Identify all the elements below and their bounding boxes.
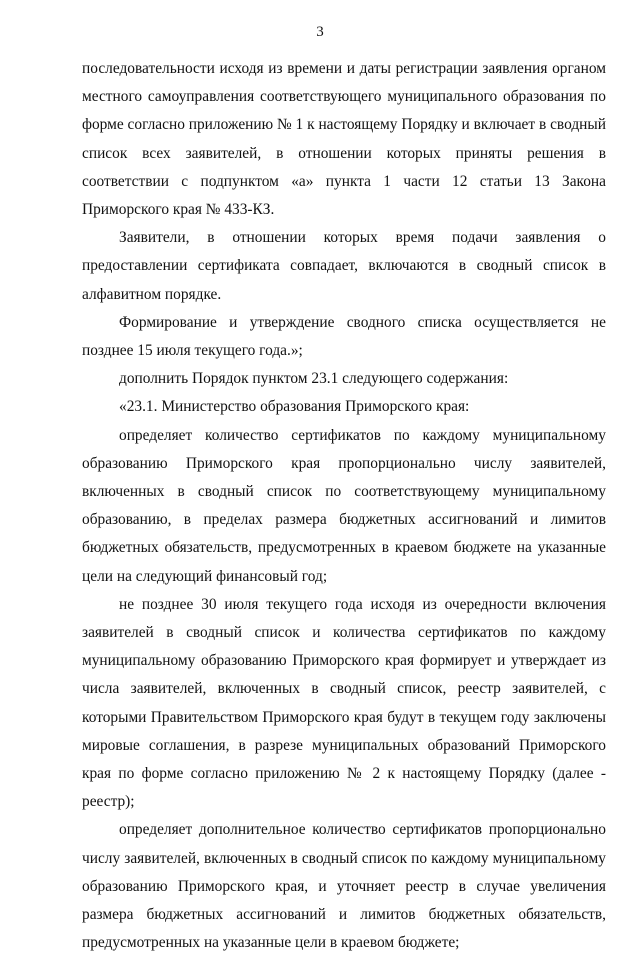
paragraph-list-deadline: Формирование и утверждение сводного списка осуществляется не позднее 15 июля текущего года.»; (82, 313, 606, 360)
paragraph-same-time-applicants: Заявители, в отношении которых время подачи заявления о предоставлении сертификата совпадает, включаются в сводный список в алфавитном порядке. (82, 229, 606, 303)
paragraph-continuation: последовательности исходя из времени и даты регистрации заявления органом местного самоуправления соответствующего муниципального образования по форме согласно приложению № 1 к настоящему Порядку и включает в сводный список всех заявителей, в отношении которых приняты решения в соответствии с подпунктом «а» пункта 1 части 12 статьи 13 Закона Приморского края № 433-КЗ. (82, 60, 606, 219)
page-number: 3 (316, 24, 324, 40)
paragraph-clause-23-1: «23.1. Министерство образования Приморского края: (119, 398, 470, 416)
paragraph-additional-certificates: определяет дополнительное количество сертификатов пропорционально числу заявителей, включенных в сводный список по каждому муниципальному образованию Приморского края, и уточняет реестр в случае увеличения размера бюджетных ассигнований и лимитов бюджетных обязательств, предусмотренных на указанные цели в краевом бюджете; (82, 821, 606, 952)
paragraph-amendment-intro: дополнить Порядок пунктом 23.1 следующего содержания: (119, 370, 509, 388)
paragraph-registry-formation: не позднее 30 июля текущего года исходя из очередности включения заявителей в сводный список и количества сертификатов по каждому муниципальному образованию Приморского края формирует и утверждает из числа заявителей, включенных в сводный список, реестр заявителей, с которыми Правительством Приморского края будут в текущем году заключены мировые соглашения, в разрезе муниципальных образований Приморского края по форме согласно приложению № 2 к настоящему Порядку (далее - реестр); (82, 595, 606, 811)
document-body (82, 55, 606, 958)
paragraph-certificate-count: определяет количество сертификатов по каждому муниципальному образованию Приморского края пропорционально числу заявителей, включенных в сводный список по соответствующему муниципальному образованию, в пределах размера бюджетных ассигнований и лимитов бюджетных обязательств, предусмотренных в краевом бюджете на указанные цели на следующий финансовый год; (82, 426, 606, 585)
